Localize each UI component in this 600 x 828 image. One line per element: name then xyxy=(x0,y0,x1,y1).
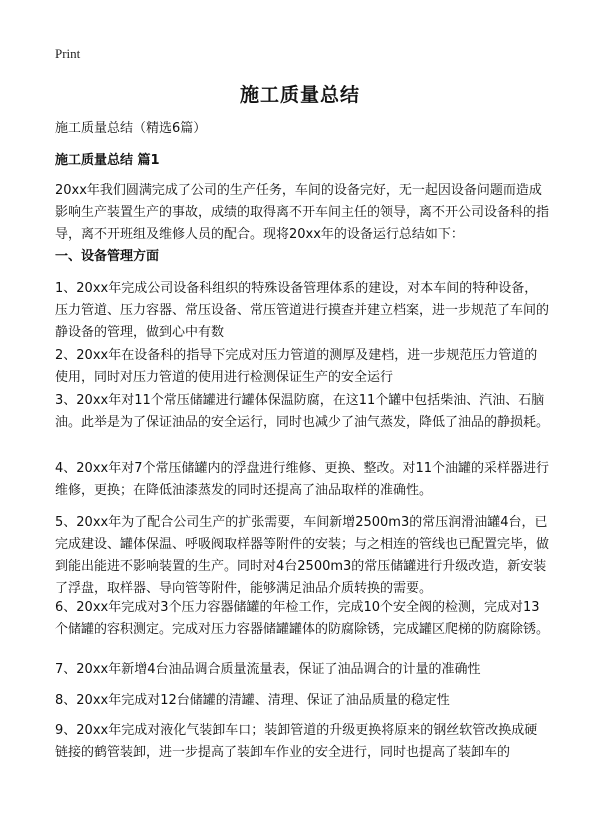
list-item: 1、20xx年完成公司设备科组织的特殊设备管理体系的建设，对本车间的特种设备，压力管道、压力容器、常压设备、常压管道进行摸查并建立档案，进一步规范了车间的静设备的管理，做到心中有数 xyxy=(55,281,550,340)
list-item: 2、20xx年在设备科的指导下完成对压力管道的测厚及建档，进一步规范压力管道的使用，同时对压力管道的使用进行检测保证生产的安全运行 xyxy=(55,348,538,385)
list-item: 4、20xx年对7个常压储罐内的浮盘进行维修、更换、整改。对11个油罐的采样器进行维修，更换；在降低油漆蒸发的同时还提高了油品取样的准确性。 xyxy=(55,461,550,498)
list-item: 7、20xx年新增4台油品调合质量流量表，保证了油品调合的计量的准确性 xyxy=(55,662,481,677)
list-item: 9、20xx年完成对液化气装卸车口；装卸管道的升级更换将原来的钢丝软管改换成硬链接的鹤管装卸，进一步提高了装卸车作业的安全进行，同时也提高了装卸车的 xyxy=(55,723,538,760)
list-item: 8、20xx年完成对12台储罐的清罐、清理、保证了油品质量的稳定性 xyxy=(55,693,450,708)
section-title: 施工质量总结 篇1 xyxy=(55,153,160,168)
list-item: 5、20xx年为了配合公司生产的扩张需要，车间新增2500m3的常压润滑油罐4台，已完成建设、罐体保温、呼吸阀取样器等附件的安装；与之相连的管线也已配置完毕，做到能出能进不影响装置的生产。同时对4台2500m3的常压储罐进行升级改造，新安装了浮盘，取样器、导向管等附件，能够满足油品介质转换的需要。 xyxy=(55,515,550,596)
intro-paragraph: 20xx年我们圆满完成了公司的生产任务，车间的设备完好，无一起因设备问题而造成影响生产装置生产的事故，成绩的取得离不开车间主任的领导，离不开公司设备科的指导，离不开班组及维修人员的配合。现将20xx年的设备运行总结如下： xyxy=(55,183,550,242)
list-item: 3、20xx年对11个常压储罐进行罐体保温防腐，在这11个罐中包括柴油、汽油、石脑油。此举是为了保证油品的安全运行，同时也减少了油气蒸发，降低了油品的静损耗。 xyxy=(55,393,550,430)
document-subtitle: 施工质量总结（精选6篇） xyxy=(55,121,207,136)
document-title: 施工质量总结 xyxy=(239,84,360,106)
list-item: 6、20xx年完成对3个压力容器储罐的年检工作，完成10个安全阀的检测，完成对13个储罐的容积测定。完成对压力容器储罐罐体的防腐除锈，完成罐区爬梯的防腐除锈。 xyxy=(55,600,550,637)
print-link[interactable]: Print xyxy=(55,46,81,61)
heading-equipment-management: 一、设备管理方面 xyxy=(55,249,160,264)
